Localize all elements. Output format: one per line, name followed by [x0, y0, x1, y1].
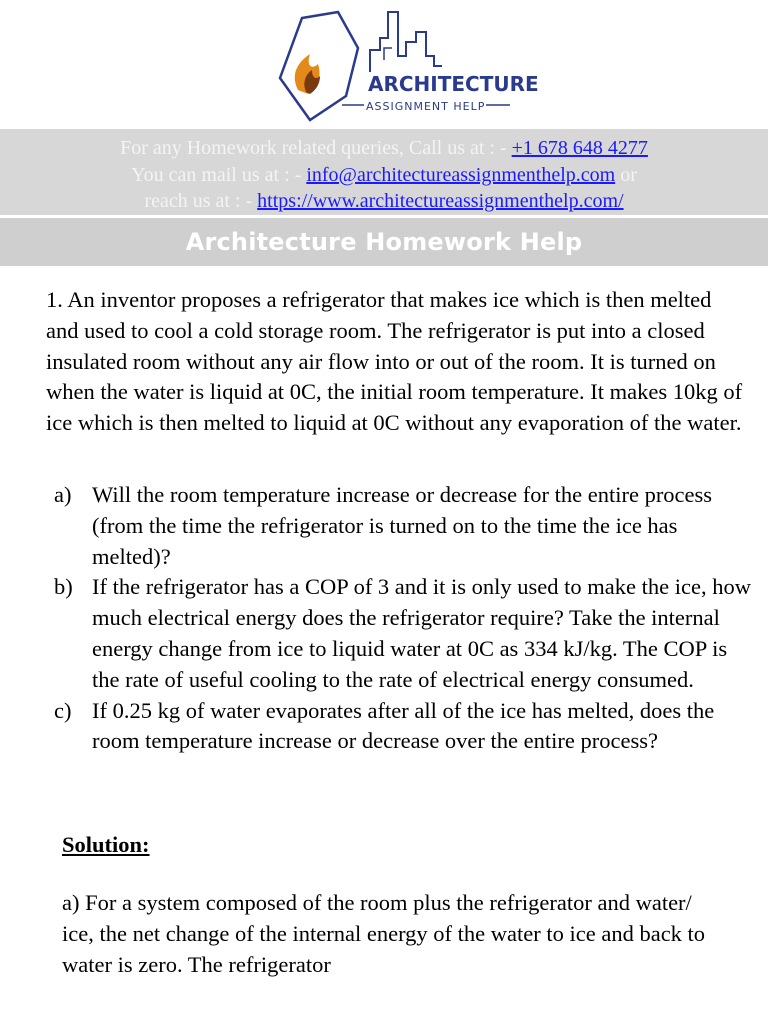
solution-answer-a: a) For a system composed of the room plus the refrigerator and water/ ice, the net change of the internal energy of the water to ice and back to water is zero. The refrigerator — [62, 890, 706, 977]
mail-suffix: or — [620, 163, 637, 186]
part-a-text: Will the room temperature increase or decrease for the entire process (from the time the refrigerator is turned on to the time the ice has melted)? — [92, 482, 713, 569]
contact-banner — [0, 129, 768, 215]
part-c-text: If 0.25 kg of water evaporates after all of the ice has melted, does the room temperature increase or decrease over the entire process? — [92, 697, 715, 754]
question-part-c — [54, 696, 754, 758]
part-b-text: If the refrigerator has a COP of 3 and it is only used to make the ice, how much electrical energy does the refrigerator require? Take the internal energy change from ice to liquid water at 0C as 334 kJ/kg. The COP is the rate of useful cooling to the rate of electrical energy consumed. — [92, 574, 751, 692]
solution-heading: Solution: — [62, 832, 150, 857]
page-title: Architecture Homework Help — [185, 228, 583, 256]
architecture-logo — [276, 8, 539, 128]
logo-graphic — [276, 8, 539, 128]
website-link[interactable]: https://www.architectureassignmenthelp.com/ — [257, 190, 624, 212]
question-part-a — [54, 480, 754, 572]
phone-prefix: For any Homework related queries, Call us at : - — [120, 137, 512, 159]
logo-brand: ARCHITECTURE — [368, 72, 539, 96]
mail-line — [0, 162, 768, 189]
web-line — [0, 188, 768, 215]
phone-line — [0, 135, 768, 162]
part-b-tag: b) — [54, 574, 73, 600]
email-link[interactable]: info@architectureassignmenthelp.com — [306, 163, 616, 186]
question-part-b — [54, 572, 754, 695]
phone-link[interactable]: +1 678 648 4277 — [511, 137, 648, 159]
part-c-tag: c) — [54, 697, 72, 723]
title-banner — [0, 216, 768, 268]
web-prefix: reach us at : - — [144, 190, 258, 212]
part-a-tag: a) — [54, 482, 72, 507]
logo-tagline: ASSIGNMENT HELP — [366, 100, 486, 113]
question-list — [54, 480, 754, 757]
problem-intro: 1. An inventor proposes a refrigerator that makes ice which is then melted and used to cool a cold storage room. The refrigerator is put into a closed insulated room without any air flow into or out of the room. It is turned on when the water is liquid at 0C, the initial room temperature. It makes 10kg of ice which is then melted to liquid at 0C without any evaporation of the water. — [46, 287, 743, 436]
mail-prefix: You can mail us at : - — [131, 163, 307, 186]
